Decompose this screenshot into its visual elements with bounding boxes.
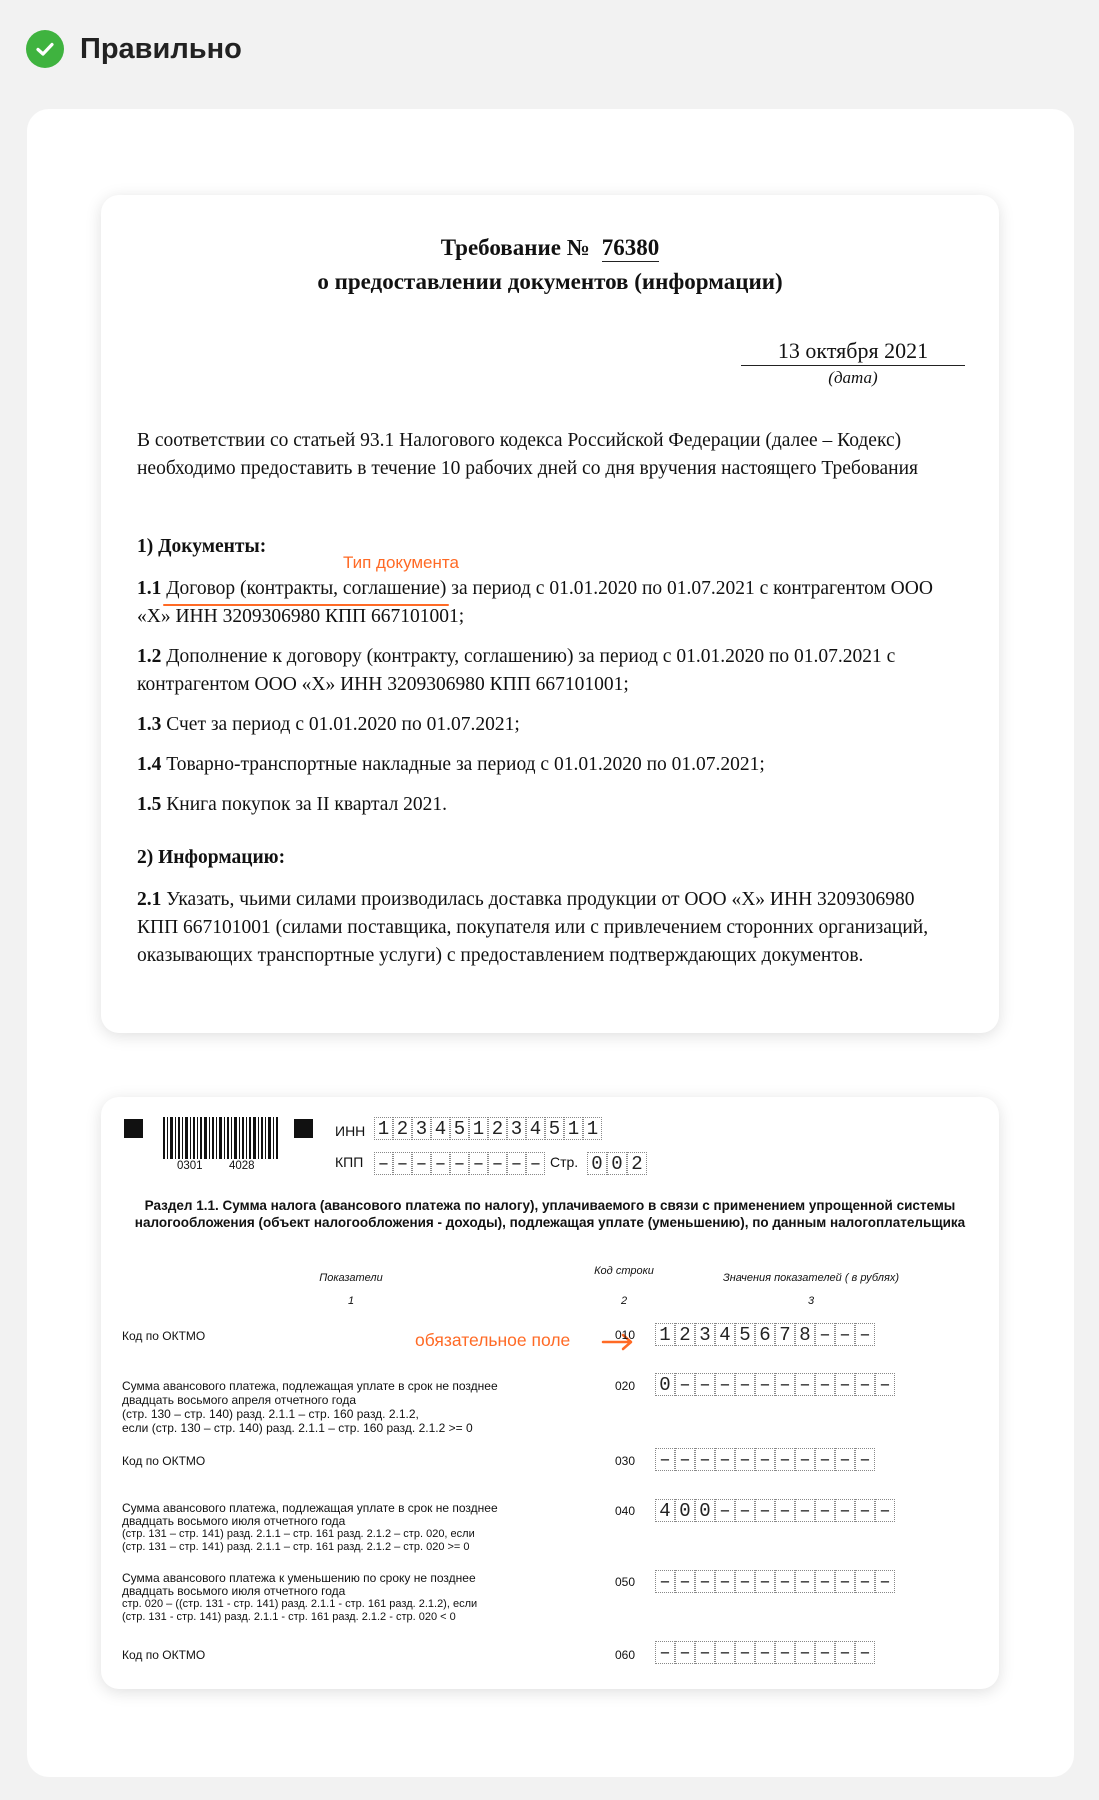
form-cell: – bbox=[695, 1570, 715, 1593]
form-cell: – bbox=[855, 1499, 875, 1522]
form-cell: – bbox=[675, 1448, 695, 1471]
form-cell: 7 bbox=[775, 1323, 795, 1346]
form-cell: – bbox=[775, 1499, 795, 1522]
form-cell: 4 bbox=[431, 1117, 450, 1140]
row-cells-030 bbox=[655, 1448, 875, 1471]
list-item-1-1 bbox=[137, 575, 967, 631]
inn-cells bbox=[374, 1117, 602, 1140]
form-cell: – bbox=[835, 1499, 855, 1522]
item-text: Указать, чьими силами производилась доставка продукции от ООО «Х» ИНН 3209306980 КПП 667101001 (силами поставщика, покупателя или с привлечением сторонних организаций, оказывающих транспортные услуги) с предоставлением подтверждающих документов. bbox=[137, 889, 929, 966]
form-cell: – bbox=[469, 1152, 488, 1175]
row-code-010: 010 bbox=[615, 1328, 636, 1342]
form-cell: – bbox=[875, 1499, 895, 1522]
inn-label: ИНН bbox=[335, 1123, 366, 1139]
form-cell: – bbox=[675, 1641, 695, 1664]
form-cell: – bbox=[775, 1570, 795, 1593]
item-number: 1.3 bbox=[137, 714, 162, 735]
list-item-2-1 bbox=[137, 886, 957, 970]
form-cell: – bbox=[715, 1373, 735, 1396]
requirement-document bbox=[101, 195, 999, 1033]
item-text: Счет за период с 01.01.2020 по 01.07.2021; bbox=[161, 714, 520, 735]
column-header-code: Код строки bbox=[594, 1265, 654, 1277]
label-line: Сумма авансового платежа к уменьшению по сроку не позднее bbox=[122, 1571, 476, 1585]
row-label-020 bbox=[122, 1379, 582, 1435]
form-cell: 0 bbox=[607, 1152, 627, 1175]
form-cell: – bbox=[755, 1448, 775, 1471]
form-cell: – bbox=[815, 1641, 835, 1664]
form-cell: – bbox=[695, 1448, 715, 1471]
form-cell: – bbox=[675, 1570, 695, 1593]
date-label: (дата) bbox=[828, 368, 878, 387]
form-cell: 4 bbox=[526, 1117, 545, 1140]
tax-form bbox=[101, 1097, 999, 1689]
document-date: 13 октября 2021 bbox=[741, 337, 965, 366]
row-label-010: Код по ОКТМО bbox=[122, 1329, 206, 1343]
form-cell: 2 bbox=[675, 1323, 695, 1346]
item-number: 2.1 bbox=[137, 889, 162, 910]
form-cell: – bbox=[655, 1570, 675, 1593]
kpp-label: КПП bbox=[335, 1154, 364, 1170]
registration-mark bbox=[294, 1119, 313, 1138]
form-cell: – bbox=[795, 1373, 815, 1396]
page-header bbox=[26, 29, 242, 69]
form-cell: – bbox=[855, 1448, 875, 1471]
form-cell: – bbox=[815, 1570, 835, 1593]
form-cell: – bbox=[755, 1499, 775, 1522]
check-circle-icon bbox=[26, 30, 64, 68]
row-cells-020 bbox=[655, 1373, 895, 1396]
form-cell: – bbox=[526, 1152, 545, 1175]
form-cell: 2 bbox=[627, 1152, 647, 1175]
label-line: двадцать восьмого июля отчетного года bbox=[122, 1514, 346, 1528]
barcode-icon bbox=[163, 1117, 279, 1159]
form-cell: – bbox=[815, 1499, 835, 1522]
form-cell: 4 bbox=[655, 1499, 675, 1522]
item-number: 1.4 bbox=[137, 754, 162, 775]
form-cell: – bbox=[735, 1373, 755, 1396]
list-item-1-2 bbox=[137, 643, 967, 699]
label-line: (стр. 131 – стр. 141) разд. 2.1.1 – стр. 161 разд. 2.1.2 – стр. 020, если bbox=[122, 1528, 475, 1540]
form-cell: – bbox=[835, 1570, 855, 1593]
row-cells-050 bbox=[655, 1570, 895, 1593]
row-code-060: 060 bbox=[615, 1648, 636, 1662]
form-cell: 2 bbox=[488, 1117, 507, 1140]
item-number: 1.2 bbox=[137, 646, 162, 667]
form-cell: 0 bbox=[695, 1499, 715, 1522]
form-cell: – bbox=[507, 1152, 526, 1175]
form-cell: 5 bbox=[450, 1117, 469, 1140]
form-cell: – bbox=[775, 1448, 795, 1471]
form-cell: – bbox=[675, 1373, 695, 1396]
date-block bbox=[741, 337, 965, 390]
barcode-number-right: 4028 bbox=[229, 1160, 255, 1172]
registration-mark bbox=[124, 1119, 143, 1138]
form-cell: 5 bbox=[735, 1323, 755, 1346]
label-line: Сумма авансового платежа, подлежащая уплате в срок не позднее bbox=[122, 1379, 498, 1393]
intro-text: В соответствии со статьей 93.1 Налогового кодекса Российской Федерации (далее – Кодекс) необходимо предоставить в течение 10 рабочих дней со дня вручения настоящего Требования bbox=[137, 430, 919, 479]
form-cell: – bbox=[715, 1448, 735, 1471]
barcode-number-left: 0301 bbox=[177, 1160, 203, 1172]
label-line: (стр. 130 – стр. 140) разд. 2.1.1 – стр. 160 разд. 2.1.2, bbox=[122, 1407, 419, 1421]
section-info-heading: 2) Информацию: bbox=[137, 847, 286, 868]
form-cell: – bbox=[715, 1570, 735, 1593]
form-cell: – bbox=[855, 1373, 875, 1396]
form-cell: – bbox=[488, 1152, 507, 1175]
row-label-050 bbox=[122, 1572, 582, 1624]
form-cell: 1 bbox=[469, 1117, 488, 1140]
highlighted-document-type: Договор (контракты, соглашение) bbox=[166, 575, 446, 603]
form-cell: – bbox=[875, 1570, 895, 1593]
form-cell: 1 bbox=[655, 1323, 675, 1346]
header-title: Правильно bbox=[80, 32, 242, 65]
page-label: Стр. bbox=[550, 1154, 579, 1170]
label-line: если (стр. 130 – стр. 140) разд. 2.1.1 – стр. 160 разд. 2.1.2 >= 0 bbox=[122, 1421, 473, 1435]
row-label-060: Код по ОКТМО bbox=[122, 1648, 206, 1662]
form-cell: – bbox=[393, 1152, 412, 1175]
form-cell: – bbox=[795, 1641, 815, 1664]
title-prefix: Требование № bbox=[440, 235, 590, 260]
item-text: Товарно-транспортные накладные за период с 01.01.2020 по 01.07.2021; bbox=[161, 754, 765, 775]
row-cells-010 bbox=[655, 1323, 875, 1346]
form-cell: – bbox=[775, 1641, 795, 1664]
item-number: 1.5 bbox=[137, 794, 162, 815]
form-cell: 3 bbox=[507, 1117, 526, 1140]
form-cell: 5 bbox=[545, 1117, 564, 1140]
item-text: Книга покупок за II квартал 2021. bbox=[161, 794, 448, 815]
form-cell: 4 bbox=[715, 1323, 735, 1346]
label-line: двадцать восьмого апреля отчетного года bbox=[122, 1393, 356, 1407]
annotation-required-field: обязательное поле bbox=[415, 1330, 571, 1350]
form-cell: – bbox=[735, 1570, 755, 1593]
form-cell: 8 bbox=[795, 1323, 815, 1346]
row-label-030: Код по ОКТМО bbox=[122, 1454, 206, 1468]
page-cells bbox=[587, 1152, 647, 1175]
form-cell: – bbox=[815, 1448, 835, 1471]
form-cell: – bbox=[431, 1152, 450, 1175]
list-item-1-3 bbox=[137, 711, 967, 739]
label-line: (стр. 131 – стр. 141) разд. 2.1.1 – стр. 161 разд. 2.1.2 – стр. 020 >= 0 bbox=[122, 1541, 470, 1553]
form-cell: – bbox=[695, 1641, 715, 1664]
form-cell: – bbox=[855, 1641, 875, 1664]
column-number-1: 1 bbox=[347, 1295, 355, 1307]
form-cell: – bbox=[835, 1323, 855, 1346]
kpp-cells bbox=[374, 1152, 545, 1175]
form-section-title: Раздел 1.1. Сумма налога (авансового платежа по налогу), уплачиваемого в связи с применением упрощенной системы налогообложения (объект налогообложения - доходы), подлежащая уплате (уменьшению), по данным налогоплательщика bbox=[134, 1198, 966, 1230]
form-cell: 3 bbox=[412, 1117, 431, 1140]
form-cell: 0 bbox=[675, 1499, 695, 1522]
form-cell: – bbox=[374, 1152, 393, 1175]
form-cell: – bbox=[835, 1448, 855, 1471]
form-cell: 0 bbox=[655, 1373, 675, 1396]
row-code-020: 020 bbox=[615, 1379, 636, 1393]
form-cell: – bbox=[855, 1323, 875, 1346]
form-cell: – bbox=[735, 1641, 755, 1664]
row-cells-040 bbox=[655, 1499, 895, 1522]
form-cell: – bbox=[450, 1152, 469, 1175]
list-item-1-5 bbox=[137, 791, 967, 819]
column-header-indicators: Показатели bbox=[319, 1272, 383, 1284]
row-code-040: 040 bbox=[615, 1504, 636, 1518]
label-line: двадцать восьмого июля отчетного года bbox=[122, 1584, 346, 1598]
form-cell: 0 bbox=[587, 1152, 607, 1175]
annotation-document-type: Тип документа bbox=[343, 553, 459, 572]
form-cell: – bbox=[835, 1641, 855, 1664]
form-cell: – bbox=[795, 1448, 815, 1471]
label-line: (стр. 131 - стр. 141) разд. 2.1.1 - стр. 161 разд. 2.1.2 - стр. 020 < 0 bbox=[122, 1611, 456, 1623]
form-cell: – bbox=[795, 1499, 815, 1522]
label-line: Сумма авансового платежа, подлежащая уплате в срок не позднее bbox=[122, 1501, 498, 1515]
form-cell: – bbox=[815, 1373, 835, 1396]
form-cell: 1 bbox=[583, 1117, 602, 1140]
form-cell: – bbox=[412, 1152, 431, 1175]
form-cell: – bbox=[755, 1570, 775, 1593]
form-cell: – bbox=[775, 1373, 795, 1396]
form-cell: – bbox=[715, 1499, 735, 1522]
form-cell: – bbox=[735, 1499, 755, 1522]
column-number-2: 2 bbox=[620, 1295, 628, 1307]
form-cell: – bbox=[835, 1373, 855, 1396]
form-cell: – bbox=[715, 1641, 735, 1664]
item-number: 1.1 bbox=[137, 578, 162, 599]
form-cell: 1 bbox=[564, 1117, 583, 1140]
form-cell: 1 bbox=[374, 1117, 393, 1140]
document-title bbox=[101, 231, 999, 299]
list-item-1-4 bbox=[137, 751, 967, 779]
row-label-040 bbox=[122, 1502, 582, 1554]
column-number-3: 3 bbox=[807, 1295, 815, 1307]
label-line: стр. 020 – ((стр. 131 - стр. 141) разд. 2.1.1 - стр. 161 разд. 2.1.2), если bbox=[122, 1598, 478, 1610]
column-header-values: Значения показателей ( в рублях) bbox=[722, 1272, 900, 1284]
form-cell: – bbox=[655, 1448, 675, 1471]
form-cell: 6 bbox=[755, 1323, 775, 1346]
section-documents-heading: 1) Документы: bbox=[137, 536, 267, 557]
form-cell: – bbox=[735, 1448, 755, 1471]
item-text: за период с 01.01.2020 по 01.07.2021 с контрагентом ООО «Х» ИНН 3209306980 КПП 667101001; bbox=[137, 578, 933, 627]
row-code-030: 030 bbox=[615, 1454, 636, 1468]
form-cell: – bbox=[855, 1570, 875, 1593]
form-cell: – bbox=[695, 1373, 715, 1396]
form-cell: 2 bbox=[393, 1117, 412, 1140]
form-cell: – bbox=[655, 1641, 675, 1664]
row-code-050: 050 bbox=[615, 1575, 636, 1589]
row-cells-060 bbox=[655, 1641, 875, 1664]
form-cell: – bbox=[755, 1641, 775, 1664]
item-text: Дополнение к договору (контракту, соглашению) за период с 01.01.2020 по 01.07.2021 с контрагентом ООО «Х» ИНН 3209306980 КПП 667101001; bbox=[137, 646, 896, 695]
form-cell: – bbox=[795, 1570, 815, 1593]
document-subtitle: о предоставлении документов (информации) bbox=[317, 269, 783, 294]
form-cell: – bbox=[875, 1373, 895, 1396]
document-number: 76380 bbox=[601, 235, 660, 260]
form-cell: 3 bbox=[695, 1323, 715, 1346]
form-cell: – bbox=[815, 1323, 835, 1346]
form-cell: – bbox=[755, 1373, 775, 1396]
